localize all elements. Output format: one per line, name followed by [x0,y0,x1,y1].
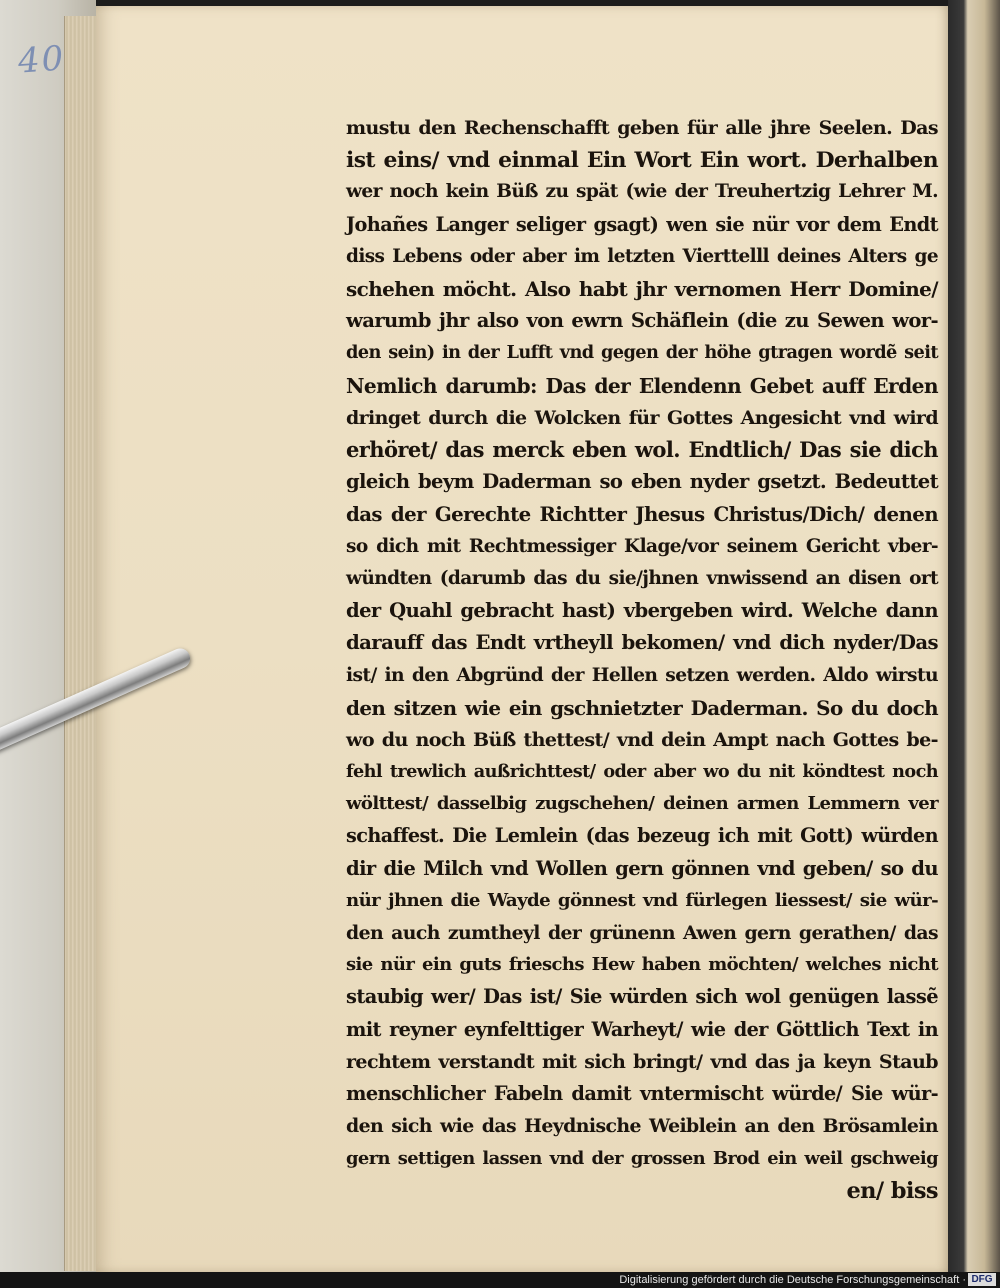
text-line: menschlicher Fabeln damit vntermischt würde/ Sie wür- [346,1082,938,1106]
text-line: Johañes Langer seliger gsagt) wen sie nür vor dem Endt [346,212,938,236]
text-line: rechtem verstandt mit sich bringt/ vnd das ja keyn Staub [346,1050,938,1073]
text-line: diss Lebens oder aber im letzten Vierttelll deines Alters ge [346,245,938,267]
text-line: wölttest/ dasselbig zugschehen/ deinen armen Lemmern ver [346,793,938,815]
text-line: nür jhnen die Wayde gönnest vnd fürlegen liessest/ sie wür- [346,889,938,911]
text-line: en/ biss [846,1177,938,1204]
text-line: mit reyner eynfelttiger Warheyt/ wie der Göttlich Text in [346,1017,938,1041]
text-line: wündten (darumb das du sie/jhnen vnwissend an disen ort [346,567,938,589]
text-line: wer noch kein Büß zu spät (wie der Treuhertzig Lehrer M. [346,181,938,203]
text-line: so dich mit Rechtmessiger Klage/vor seinem Gericht vber- [346,535,938,557]
text-line: schaffest. Die Lemlein (das bezeug ich mit Gott) würden [346,824,938,848]
text-line: schehen möcht. Also habt jhr vernomen Herr Domine/ [346,277,938,302]
text-line: gleich beym Daderman so eben nyder gsetzt. Bedeuttet [346,470,938,494]
blackletter-text-block [346,112,938,1207]
text-line: gern settigen lassen vnd der grossen Brod ein weil gschweig [346,1147,938,1169]
text-line: warumb jhr also von ewrn Schäflein (die zu Sewen wor- [346,309,938,333]
text-line: ist/ in den Abgründ der Hellen setzen werden. Aldo wirstu [346,664,938,687]
text-line: fehl trewlich außrichttest/ oder aber wo du nit köndtest noch [346,761,938,783]
text-line: den sitzen wie ein gschnietzter Daderman. So du doch [346,695,938,720]
text-line: den auch zumtheyl der grünenn Awen gern gerathen/ das [346,922,938,945]
margin-pencil-note: 40 [16,38,67,82]
text-line: dringet durch die Wolcken für Gottes Angesicht vnd wird [346,406,938,429]
dfg-logo: DFG [968,1273,996,1286]
text-line: den sein) in der Lufft vnd gegen der höhe gtragen wordẽ seit [346,342,938,364]
text-line: mustu den Rechenschafft geben für alle jhre Seelen. Das [346,117,938,139]
text-line: sie nür ein guts frieschs Hew haben möchten/ welches nicht [346,954,938,976]
text-line: darauff das Endt vrtheyll bekomen/ vnd dich nyder/Das [346,631,938,655]
text-line: wo du noch Büß thettest/ vnd dein Ampt nach Gottes be- [346,728,938,751]
text-line: dir die Milch vnd Wollen gern gönnen vnd geben/ so du [346,856,938,880]
text-line: staubig wer/ Das ist/ Sie würden sich wol genügen lassẽ [346,985,938,1009]
text-line: Nemlich darumb: Das der Elendenn Gebet auff Erden [346,373,938,398]
text-line: ist eins/ vnd einmal Ein Wort Ein wort. Derhalben [346,147,938,174]
text-line: den sich wie das Heydnische Weiblein an den Brösamlein [346,1115,938,1138]
text-line: der Quahl gebracht hast) vbergeben wird. Welche dann [346,599,938,623]
text-line: das der Gerechte Richtter Jhesus Christus/Dich/ denen [346,502,938,527]
book-gutter-edge [948,0,1000,1288]
text-line: erhöret/ das merck eben wol. Endtlich/ Das sie dich [346,437,938,463]
footer-credit: Digitalisierung gefördert durch die Deutsche Forschungsgemeinschaft · [619,1274,966,1286]
